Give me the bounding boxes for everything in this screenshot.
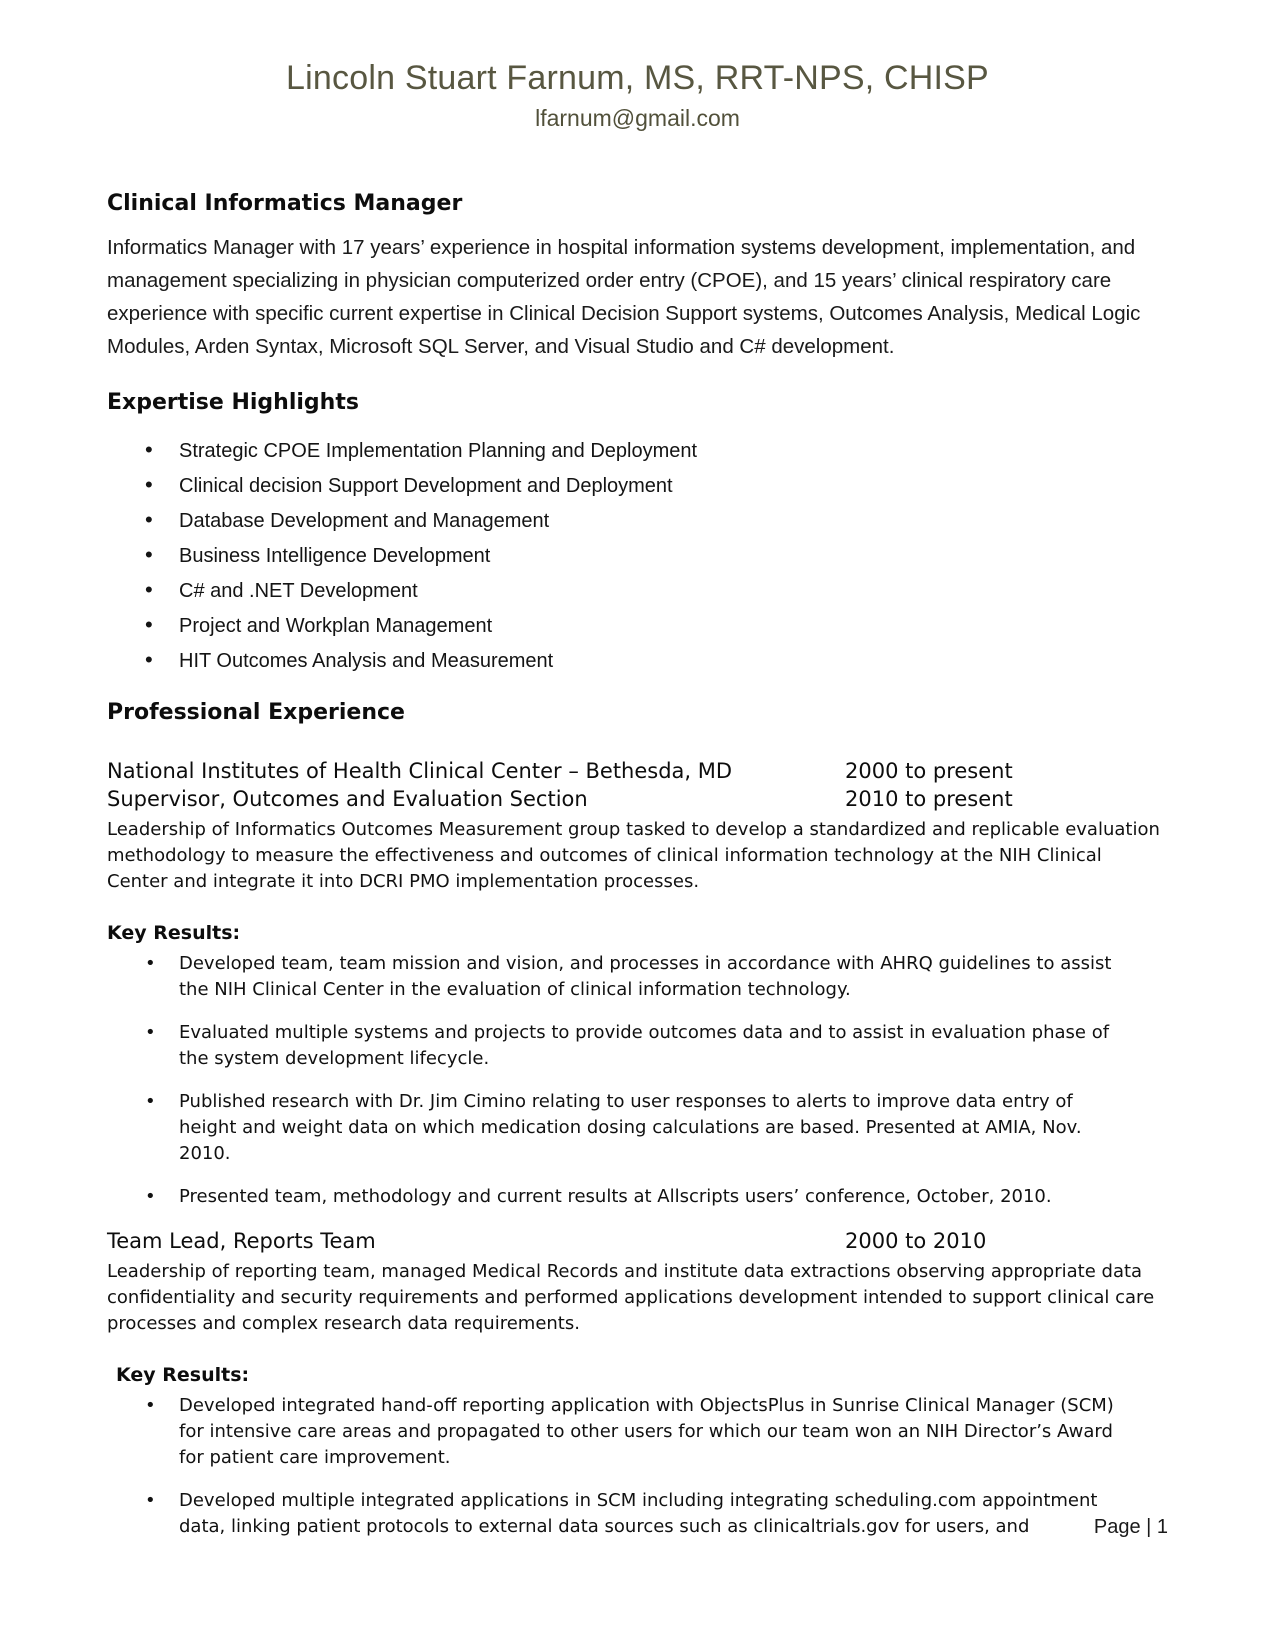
document-header: [107, 56, 1168, 134]
expertise-list: [145, 439, 1168, 673]
key-result-item: • Evaluated multiple systems and projects to provide outcomes data and to assist in evaluation phase of the system development lifecycle.: [145, 1020, 1135, 1072]
role-title: Team Lead, Reports Team: [107, 1229, 376, 1253]
expertise-item: • Database Development and Management: [145, 509, 1168, 533]
objective-summary: Informatics Manager with 17 years’ experience in hospital information systems development, implementation, and management specializing in physician computerized order entry (CPOE), and 15 years’ clinical respiratory care experience with specific current expertise in Clinical Decision Support systems, Outcomes Analysis, Medical Logic Modules, Arden Syntax, Microsoft SQL Server, and Visual Studio and C# development.: [107, 236, 1141, 358]
employer-dates: 2000 to present: [845, 759, 1013, 783]
key-result-item: • Developed team, team mission and vision, and processes in accordance with AHRQ guidelines to assist the NIH Clinical Center in the evaluation of clinical information technology.: [145, 951, 1135, 1003]
expertise-item: • Business Intelligence Development: [145, 544, 1168, 568]
role-summary: Leadership of Informatics Outcomes Measurement group tasked to develop a standardized and replicable evaluation methodology to measure the effectiveness and outcomes of clinical information technology at the NIH Clinical Center and integrate it into DCRI PMO implementation processes.: [107, 819, 1160, 892]
section-heading-expertise: Expertise Highlights: [107, 390, 359, 415]
job-block: [107, 1227, 1168, 1540]
candidate-email: lfarnum@gmail.com: [535, 105, 740, 131]
expertise-item: • C# and .NET Development: [145, 579, 1168, 603]
key-result-item: • Developed integrated hand-off reporting application with ObjectsPlus in Sunrise Clinical Manager (SCM) for intensive care areas and propagated to other users for which our team won an NIH Director’s Award for patient care improvement.: [145, 1393, 1135, 1471]
expertise-item: • Strategic CPOE Implementation Planning and Deployment: [145, 439, 1168, 463]
key-result-item: • Developed multiple integrated applications in SCM including integrating scheduling.com appointment data, linking patient protocols to external data sources such as clinicaltrials.gov for users, and: [145, 1488, 1135, 1540]
role-dates: 2000 to 2010: [845, 1229, 987, 1253]
expertise-item: • Project and Workplan Management: [145, 614, 1168, 638]
candidate-name: Lincoln Stuart Farnum, MS, RRT-NPS, CHISP: [286, 59, 989, 97]
key-result-item: • Presented team, methodology and current results at Allscripts users’ conference, October, 2010.: [145, 1184, 1135, 1210]
key-result-item: • Published research with Dr. Jim Cimino relating to user responses to alerts to improve data entry of height and weight data on which medication dosing calculations are based. Presented at AMIA, Nov. 2010.: [145, 1089, 1135, 1167]
key-results-list: [145, 1393, 1168, 1540]
expertise-item: • Clinical decision Support Development and Deployment: [145, 474, 1168, 498]
employer-row: [107, 757, 1168, 785]
role-summary: Leadership of reporting team, managed Medical Records and institute data extractions observing appropriate data confidentiality and security requirements and performed applications development intended to support clinical care processes and complex research data requirements.: [107, 1261, 1155, 1334]
expertise-item: • HIT Outcomes Analysis and Measurement: [145, 649, 1168, 673]
key-results-list: [145, 951, 1168, 1210]
page-number: Page | 1: [1093, 1516, 1168, 1538]
section-heading-experience: Professional Experience: [107, 700, 405, 725]
section-heading-objective: Clinical Informatics Manager: [107, 191, 463, 216]
role-title-row: [107, 1227, 1168, 1255]
key-results-label: Key Results:: [107, 922, 241, 944]
role-title: Supervisor, Outcomes and Evaluation Section: [107, 787, 588, 811]
employer-name: National Institutes of Health Clinical Center – Bethesda, MD: [107, 759, 733, 783]
role-dates: 2010 to present: [845, 787, 1013, 811]
role-title-row: [107, 785, 1168, 813]
job-block: [107, 757, 1168, 1210]
key-results-label: Key Results:: [116, 1364, 250, 1386]
